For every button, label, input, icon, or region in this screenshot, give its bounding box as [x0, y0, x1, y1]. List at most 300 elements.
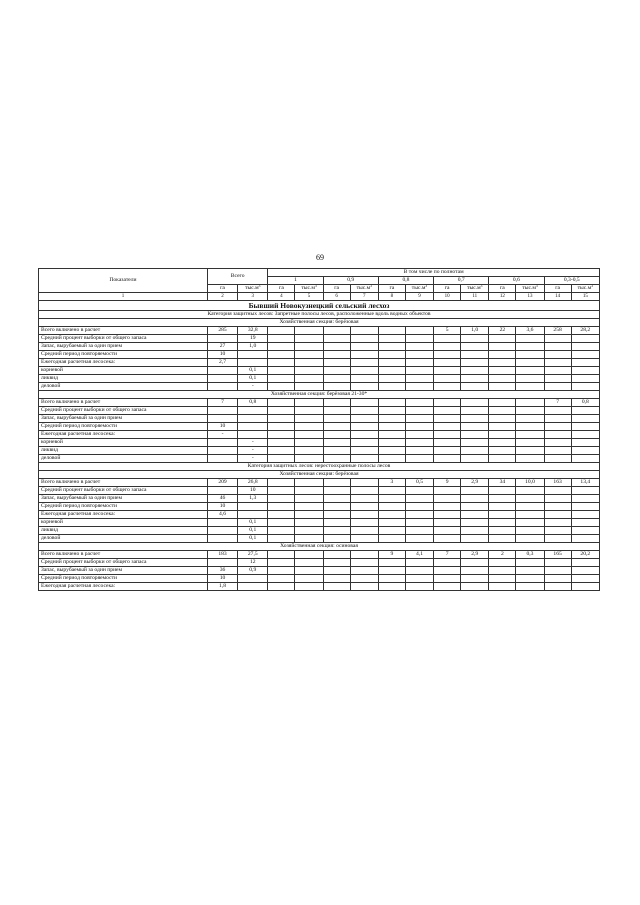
table-cell — [405, 447, 433, 455]
table-row — [39, 551, 600, 559]
table-cell: 2,7 — [207, 359, 237, 367]
table-cell — [268, 327, 295, 335]
table-cell — [405, 527, 433, 535]
table-cell — [544, 351, 571, 359]
table-cell — [434, 575, 461, 583]
row-label: корневой — [39, 439, 208, 447]
table-cell — [516, 367, 544, 375]
table-cell — [323, 359, 350, 367]
table-cell — [489, 503, 516, 511]
unit-volume-text: тыс.м — [411, 285, 426, 291]
table-cell — [405, 535, 433, 543]
row-label: Средний период повторяемости — [39, 423, 208, 431]
unit-volume-exponent: 3 — [591, 284, 594, 288]
row-label: Средний период повторяемости — [39, 575, 208, 583]
table-cell — [405, 375, 433, 383]
column-number: 6 — [323, 293, 350, 301]
table-cell — [268, 367, 295, 375]
table-cell — [405, 511, 433, 519]
table-cell — [350, 511, 378, 519]
table-cell — [571, 423, 599, 431]
table-cell — [268, 407, 295, 415]
table-cell — [238, 431, 268, 439]
table-cell: 2 — [489, 551, 516, 559]
table-cell — [238, 503, 268, 511]
unit-volume-exponent: 3 — [480, 284, 483, 288]
table-cell — [489, 367, 516, 375]
table-cell — [295, 383, 323, 391]
table-cell — [405, 567, 433, 575]
table-cell — [405, 431, 433, 439]
table-cell — [544, 583, 571, 591]
row-label: Ежегодная расчетная лесосека: — [39, 511, 208, 519]
table-cell — [268, 527, 295, 535]
table-cell — [268, 559, 295, 567]
table-cell: 19 — [238, 335, 268, 343]
table-cell: - — [238, 447, 268, 455]
table-row — [39, 527, 600, 535]
column-number: 8 — [378, 293, 405, 301]
table-cell — [378, 535, 405, 543]
column-number: 12 — [489, 293, 516, 301]
row-label: Средний процент выборки от общего запаса — [39, 407, 208, 415]
table-cell: 10 — [207, 351, 237, 359]
unit-ha: га — [268, 285, 295, 293]
table-cell — [489, 375, 516, 383]
column-number: 11 — [461, 293, 489, 301]
table-cell — [544, 367, 571, 375]
table-cell: 1,0 — [238, 343, 268, 351]
table-cell — [434, 527, 461, 535]
row-label: корневой — [39, 367, 208, 375]
table-cell — [516, 575, 544, 583]
table-cell — [461, 559, 489, 567]
table-cell — [238, 359, 268, 367]
table-cell — [489, 343, 516, 351]
table-cell — [434, 559, 461, 567]
table-cell — [350, 559, 378, 567]
table-cell — [378, 375, 405, 383]
table-cell — [544, 503, 571, 511]
table-cell — [516, 583, 544, 591]
table-cell: 26,8 — [238, 479, 268, 487]
table-cell: 32,8 — [238, 327, 268, 335]
table-cell — [489, 383, 516, 391]
table-cell — [350, 567, 378, 575]
table-cell — [207, 439, 237, 447]
table-cell: 258 — [544, 327, 571, 335]
table-cell — [378, 399, 405, 407]
table-cell — [516, 415, 544, 423]
table-cell — [323, 375, 350, 383]
table-cell — [571, 359, 599, 367]
table-cell — [434, 407, 461, 415]
table-cell — [378, 343, 405, 351]
table-cell — [295, 479, 323, 487]
table-cell — [405, 487, 433, 495]
table-cell — [434, 375, 461, 383]
table-cell — [434, 367, 461, 375]
table-cell — [295, 415, 323, 423]
table-cell — [268, 423, 295, 431]
table-cell — [544, 431, 571, 439]
table-cell — [544, 511, 571, 519]
table-cell — [434, 359, 461, 367]
table-cell — [571, 383, 599, 391]
table-cell — [571, 415, 599, 423]
row-label: деловой — [39, 535, 208, 543]
table-cell: 13,4 — [571, 479, 599, 487]
table-cell — [378, 519, 405, 527]
table-cell — [489, 351, 516, 359]
table-cell — [544, 375, 571, 383]
table-cell — [571, 511, 599, 519]
table-cell — [544, 439, 571, 447]
table-cell — [516, 359, 544, 367]
table-cell — [323, 351, 350, 359]
row-label: Средний процент выборки от общего запаса — [39, 487, 208, 495]
table-cell: 1,3 — [238, 495, 268, 503]
unit-volume-exponent: 3 — [314, 284, 317, 288]
table-cell — [434, 511, 461, 519]
table-cell — [268, 447, 295, 455]
unit-volume-text: тыс.м — [577, 285, 592, 291]
table-cell — [323, 479, 350, 487]
table-cell — [544, 487, 571, 495]
table-cell — [207, 519, 237, 527]
table-cell — [461, 527, 489, 535]
section-row — [39, 471, 600, 479]
table-cell: 0,5 — [405, 479, 433, 487]
table-cell — [323, 583, 350, 591]
table-cell — [295, 487, 323, 495]
column-number: 7 — [350, 293, 378, 301]
table-cell — [544, 343, 571, 351]
table-cell — [378, 439, 405, 447]
table-cell — [207, 367, 237, 375]
column-number: 10 — [434, 293, 461, 301]
table-cell — [295, 567, 323, 575]
row-label: Средний период повторяемости — [39, 503, 208, 511]
table-cell — [323, 495, 350, 503]
table-cell: 0,1 — [238, 367, 268, 375]
table-cell — [378, 407, 405, 415]
table-cell: 46 — [207, 495, 237, 503]
table-row — [39, 519, 600, 527]
table-cell — [461, 583, 489, 591]
table-cell — [434, 335, 461, 343]
table-cell — [434, 583, 461, 591]
table-cell: 10 — [207, 423, 237, 431]
table-cell — [295, 431, 323, 439]
table-cell — [323, 503, 350, 511]
table-cell — [544, 559, 571, 567]
table-cell — [323, 447, 350, 455]
table-cell — [571, 375, 599, 383]
section-row — [39, 319, 600, 327]
table-cell — [516, 447, 544, 455]
table-cell — [323, 415, 350, 423]
table-row — [39, 511, 600, 519]
table-cell: 7 — [434, 551, 461, 559]
table-cell — [323, 431, 350, 439]
row-label: Всего включено в расчет — [39, 327, 208, 335]
row-label: Всего включено в расчет — [39, 479, 208, 487]
table-cell — [323, 575, 350, 583]
table-cell — [207, 407, 237, 415]
table-cell — [378, 511, 405, 519]
table-cell — [461, 367, 489, 375]
table-cell — [434, 431, 461, 439]
table-cell — [405, 455, 433, 463]
table-cell — [544, 455, 571, 463]
table-cell: 4,6 — [207, 511, 237, 519]
table-cell: 27,5 — [238, 551, 268, 559]
table-cell: 12 — [238, 559, 268, 567]
table-cell — [434, 415, 461, 423]
table-cell: 34 — [489, 479, 516, 487]
table-cell — [461, 487, 489, 495]
table-cell — [350, 359, 378, 367]
table-cell — [238, 511, 268, 519]
table-cell — [295, 535, 323, 543]
table-cell — [350, 487, 378, 495]
table-cell: - — [238, 439, 268, 447]
table-cell — [378, 359, 405, 367]
unit-volume-exponent: 3 — [425, 284, 428, 288]
table-cell — [323, 407, 350, 415]
table-cell — [295, 399, 323, 407]
section-row — [39, 391, 600, 399]
table-cell — [350, 551, 378, 559]
table-cell — [268, 415, 295, 423]
table-cell — [323, 519, 350, 527]
table-cell — [516, 519, 544, 527]
density-header: 0,8 — [378, 277, 433, 285]
table-cell — [516, 351, 544, 359]
table-cell — [295, 575, 323, 583]
table-cell: 20,2 — [571, 551, 599, 559]
table-cell — [350, 439, 378, 447]
table-cell — [295, 375, 323, 383]
row-label: деловой — [39, 455, 208, 463]
table-cell — [489, 519, 516, 527]
table-cell — [405, 351, 433, 359]
unit-volume-text: тыс.м — [522, 285, 536, 291]
table-cell — [489, 455, 516, 463]
table-cell — [544, 359, 571, 367]
table-cell — [516, 495, 544, 503]
unit-volume — [238, 285, 268, 293]
table-cell — [268, 503, 295, 511]
table-cell: 0,1 — [238, 519, 268, 527]
table-cell — [207, 559, 237, 567]
section-label: Хозяйственная секция: берёзовая — [39, 319, 600, 327]
row-label: Запас, вырубаемый за один прием — [39, 415, 208, 423]
table-cell — [207, 375, 237, 383]
table-cell — [489, 407, 516, 415]
table-cell — [378, 455, 405, 463]
table-cell — [405, 519, 433, 527]
table-cell — [323, 343, 350, 351]
table-cell — [544, 407, 571, 415]
table-cell — [544, 535, 571, 543]
table-cell — [461, 519, 489, 527]
table-cell — [544, 527, 571, 535]
table-cell — [434, 447, 461, 455]
table-cell — [516, 407, 544, 415]
table-cell: 10 — [238, 487, 268, 495]
table-cell — [268, 431, 295, 439]
table-cell — [405, 583, 433, 591]
row-label: Средний период повторяемости — [39, 351, 208, 359]
table-cell — [461, 567, 489, 575]
table-cell — [434, 343, 461, 351]
table-cell — [268, 511, 295, 519]
column-number: 9 — [405, 293, 433, 301]
table-cell — [461, 359, 489, 367]
table-cell — [268, 567, 295, 575]
table-cell — [268, 551, 295, 559]
header-total: Всего — [207, 269, 267, 285]
unit-volume — [516, 285, 544, 293]
row-label: Средний процент выборки от общего запаса — [39, 335, 208, 343]
table-row — [39, 335, 600, 343]
section-label: Хозяйственная секция: берёзовая — [39, 471, 600, 479]
table-cell — [323, 511, 350, 519]
table-cell — [489, 511, 516, 519]
table-row — [39, 455, 600, 463]
table-cell — [268, 495, 295, 503]
unit-ha: га — [378, 285, 405, 293]
table-cell — [434, 383, 461, 391]
table-cell — [461, 503, 489, 511]
table-cell — [295, 447, 323, 455]
header-indicators: Показатели — [39, 269, 208, 293]
table-cell — [238, 423, 268, 431]
table-cell — [295, 527, 323, 535]
table-cell — [350, 375, 378, 383]
table-cell — [350, 367, 378, 375]
table-cell — [461, 343, 489, 351]
row-label: Ежегодная расчетная лесосека: — [39, 431, 208, 439]
table-cell — [268, 359, 295, 367]
table-cell — [516, 567, 544, 575]
table-cell — [516, 511, 544, 519]
table-cell — [405, 343, 433, 351]
unit-volume-text: тыс.м — [356, 285, 371, 291]
table-cell — [489, 423, 516, 431]
table-cell — [405, 575, 433, 583]
row-label: корневой — [39, 519, 208, 527]
table-cell — [378, 327, 405, 335]
table-cell — [378, 583, 405, 591]
table-cell — [350, 383, 378, 391]
table-cell — [571, 367, 599, 375]
table-cell — [323, 439, 350, 447]
table-cell — [405, 559, 433, 567]
table-cell — [434, 535, 461, 543]
table-cell — [461, 447, 489, 455]
table-cell — [571, 519, 599, 527]
table-cell: 7 — [544, 399, 571, 407]
table-cell — [461, 399, 489, 407]
unit-ha: га — [323, 285, 350, 293]
table-cell: - — [238, 383, 268, 391]
table-cell — [461, 407, 489, 415]
table-cell — [268, 439, 295, 447]
section-label: Хозяйственная секция: осиновая — [39, 543, 600, 551]
table-row — [39, 415, 600, 423]
row-label: Средний процент выборки от общего запаса — [39, 559, 208, 567]
table-cell — [295, 511, 323, 519]
table-cell — [378, 423, 405, 431]
unit-volume-exponent: 3 — [258, 284, 261, 288]
table-cell: 10 — [207, 503, 237, 511]
table-cell — [207, 335, 237, 343]
table-row — [39, 575, 600, 583]
table-cell — [434, 399, 461, 407]
table-row — [39, 343, 600, 351]
table-cell — [350, 503, 378, 511]
table-cell — [516, 343, 544, 351]
table-cell — [571, 447, 599, 455]
table-cell — [378, 527, 405, 535]
table-cell — [516, 399, 544, 407]
table-cell: 10,0 — [516, 479, 544, 487]
table-cell — [295, 455, 323, 463]
table-cell — [461, 535, 489, 543]
table-cell — [323, 399, 350, 407]
row-label: Всего включено в расчет — [39, 551, 208, 559]
table-cell — [268, 479, 295, 487]
table-cell: 7 — [207, 399, 237, 407]
row-label: Всего включено в расчет — [39, 399, 208, 407]
table-cell — [323, 383, 350, 391]
table-row — [39, 431, 600, 439]
section-label: Хозяйственная секция: берёзовая 21-30* — [39, 391, 600, 399]
unit-volume-text: тыс.м — [245, 285, 259, 291]
table-cell — [489, 495, 516, 503]
density-header: 0,3-0,5 — [544, 277, 599, 285]
table-cell — [295, 503, 323, 511]
table-cell — [571, 567, 599, 575]
table-cell — [323, 455, 350, 463]
table-cell — [350, 447, 378, 455]
table-cell — [461, 511, 489, 519]
column-number: 2 — [207, 293, 237, 301]
column-number: 5 — [295, 293, 323, 301]
table-cell — [323, 567, 350, 575]
row-label: ликвид — [39, 527, 208, 535]
table-row — [39, 327, 600, 335]
column-number-row — [39, 293, 600, 301]
table-cell — [207, 527, 237, 535]
table-cell — [461, 575, 489, 583]
table-cell — [350, 495, 378, 503]
category-label: Категория защитных лесов: Запретные полосы лесов, расположенные вдоль водных объектов — [39, 311, 600, 319]
table-cell — [461, 335, 489, 343]
table-cell — [350, 327, 378, 335]
table-cell — [544, 383, 571, 391]
table-cell — [571, 527, 599, 535]
table-cell — [268, 519, 295, 527]
table-cell — [571, 495, 599, 503]
table-cell — [489, 447, 516, 455]
table-cell — [405, 335, 433, 343]
table-cell — [295, 367, 323, 375]
table-cell: 209 — [207, 479, 237, 487]
